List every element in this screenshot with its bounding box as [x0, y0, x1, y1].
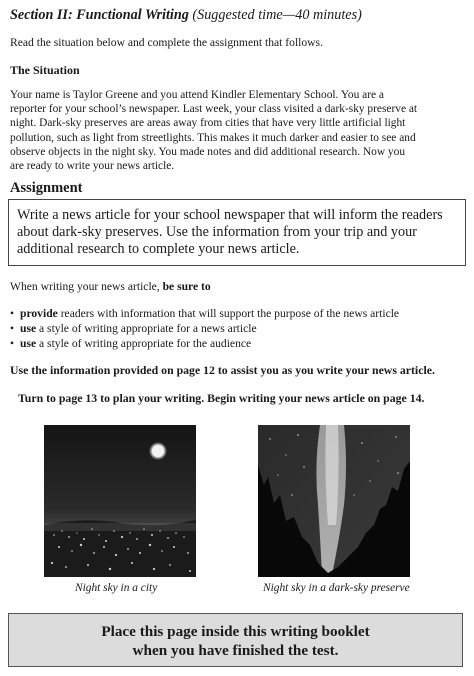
be-sure-emphasis: be sure to — [162, 280, 211, 293]
bullet-text: a style of writing appropriate for the audience — [36, 337, 252, 350]
assignment-line: about dark-sky preserves. Use the information from your trip and your — [17, 224, 417, 241]
list-item — [10, 321, 399, 336]
bullet-verb: provide — [20, 307, 58, 320]
situation-body — [10, 88, 465, 173]
bullet-text: readers with information that will support the purpose of the news article — [57, 307, 400, 320]
assignment-title: Assignment — [10, 180, 83, 196]
requirements-list — [10, 306, 399, 351]
assignment-box — [8, 199, 466, 266]
city-night-sky-image — [44, 425, 196, 577]
reminder-line: when you have finished the test. — [132, 642, 339, 659]
bullet-verb: use — [20, 322, 37, 335]
dark-sky-preserve-image — [258, 425, 410, 577]
situation-line: observe objects in the night sky. You made notes and did additional research. Now you — [10, 145, 406, 158]
assignment-line: additional research to complete your news article. — [17, 241, 300, 258]
intro-text: Read the situation below and complete the assignment that follows. — [10, 36, 323, 49]
bullet-icon: • — [10, 337, 15, 350]
situation-line: night. Dark-sky preserves are areas away from cities that have very little artificial light — [10, 117, 406, 130]
city-image-caption: Night sky in a city — [75, 582, 158, 594]
list-item — [10, 336, 399, 351]
turn-page-instruction: Turn to page 13 to plan your writing. Begin writing your news article on page 14. — [18, 391, 425, 405]
section-title: Section II: Functional Writing — [10, 7, 189, 23]
assignment-line: Write a news article for your school newspaper that will inform the readers — [17, 207, 443, 223]
reminder-box — [8, 613, 463, 667]
situation-line: reporter for your school’s newspaper. Last week, your class visited a dark-sky preserve at — [10, 103, 418, 116]
bullet-icon: • — [10, 322, 15, 335]
be-sure-prefix: When writing your news article, — [10, 280, 163, 293]
situation-line: Your name is Taylor Greene and you attend Kindler Elementary School. You are a — [10, 89, 384, 101]
use-info-instruction: Use the information provided on page 12 to assist you as you write your news article. — [10, 363, 435, 377]
dark-image-caption: Night sky in a dark-sky preserve — [263, 582, 410, 594]
bullet-verb: use — [20, 337, 37, 350]
section-heading — [10, 7, 362, 24]
time-note: (Suggested time—40 minutes) — [192, 7, 362, 23]
situation-line: pollution, such as light from streetlights. This makes it much darker and easier to see and — [10, 131, 416, 144]
bullet-icon: • — [10, 307, 15, 320]
be-sure-line — [10, 280, 211, 293]
reminder-line: Place this page inside this writing booklet — [101, 623, 370, 640]
list-item — [10, 306, 399, 321]
situation-line: are ready to write your news article. — [10, 160, 175, 173]
bullet-text: a style of writing appropriate for a news article — [36, 322, 257, 335]
situation-title: The Situation — [10, 63, 80, 77]
